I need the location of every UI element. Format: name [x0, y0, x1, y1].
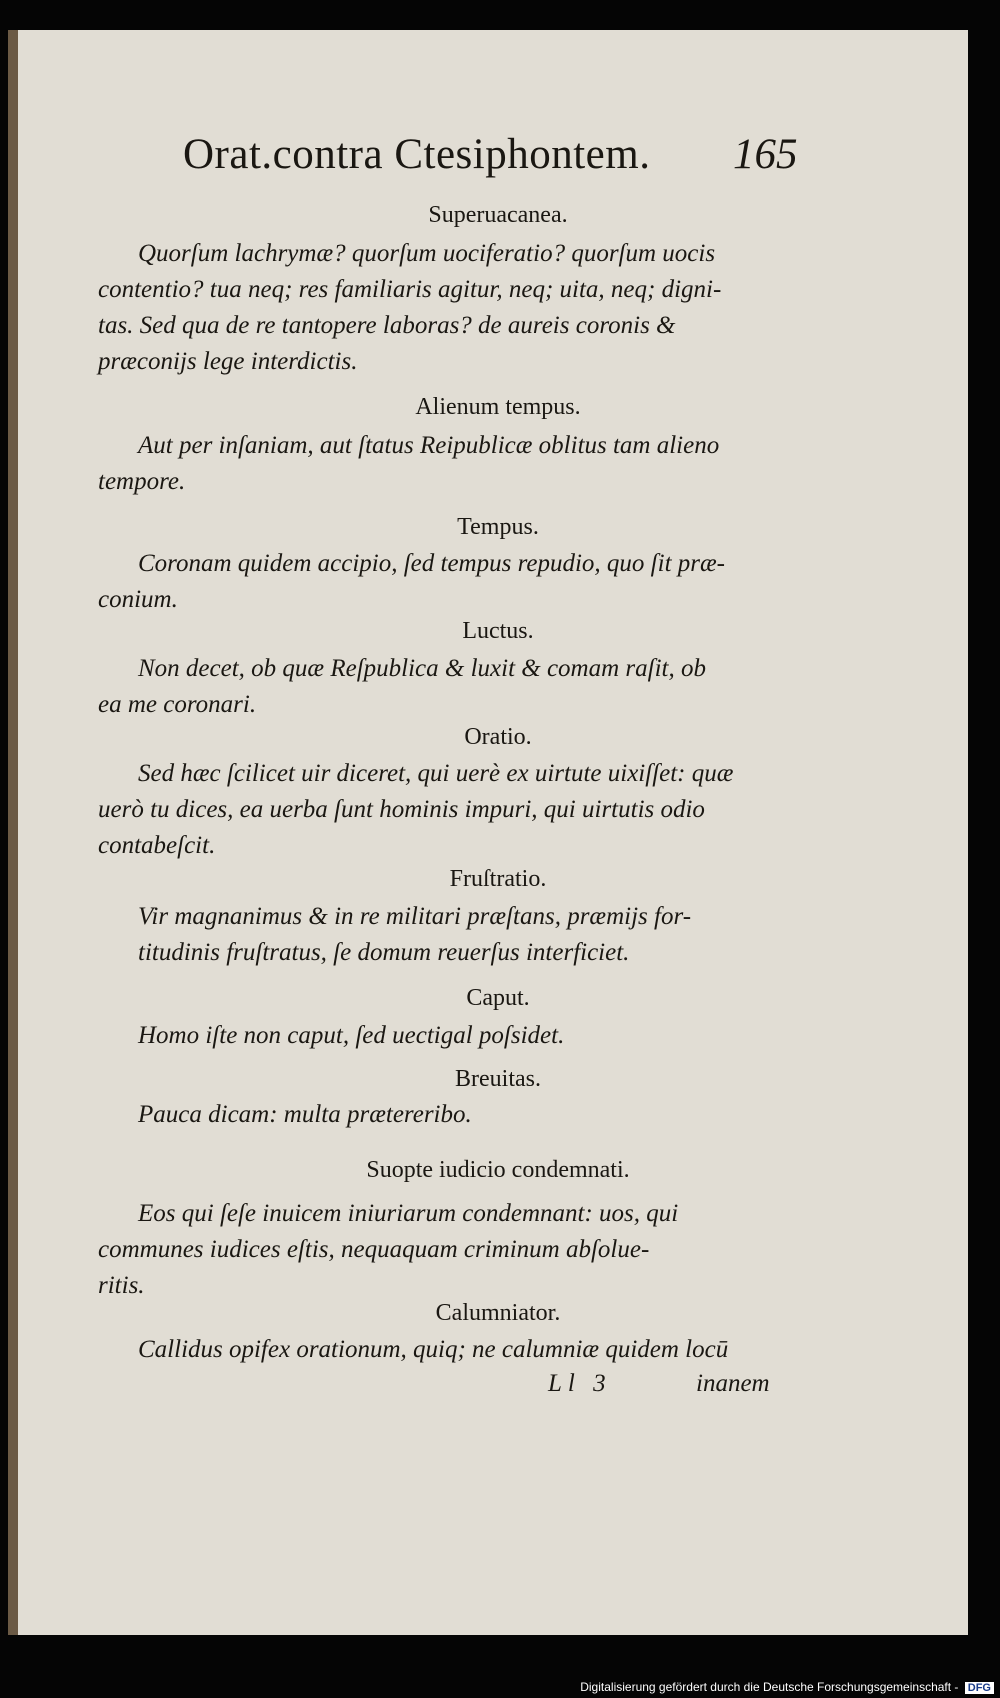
signature-mark: Ll 3 — [548, 1370, 612, 1397]
section-heading: Superuacanea. — [428, 202, 568, 228]
text-line: Quorſum lachrymæ? quorſum uociferatio? quorſum uocis — [138, 240, 716, 267]
text-line: Homo iſte non caput, ſed uectigal poſsidet. — [138, 1022, 565, 1049]
section-heading: Alienum tempus. — [415, 394, 581, 420]
text-line: titudinis fruſtratus, ſe domum reuerſus interficiet. — [138, 939, 630, 966]
book-page — [8, 30, 968, 1635]
text-line: uerò tu dices, ea uerba ſunt hominis impuri, qui uirtutis odio — [98, 796, 705, 823]
text-line: tas. Sed qua de re tantopere laboras? de aureis coronis & — [98, 312, 676, 339]
section-heading: Fruſtratio. — [449, 866, 547, 892]
text-line: contentio? tua neq; res familiaris agitur, neq; uita, neq; digni- — [98, 276, 722, 303]
text-line: Coronam quidem accipio, ſed tempus repudio, quo ſit præ- — [138, 550, 725, 577]
digitization-notice-text: Digitalisierung gefördert durch die Deutsche Forschungsgemeinschaft - — [580, 1680, 959, 1694]
text-line: conium. — [98, 586, 178, 613]
catchword: inanem — [696, 1370, 770, 1397]
text-line: præconijs lege interdictis. — [98, 348, 358, 375]
section-heading: Suopte iudicio condemnati. — [366, 1157, 630, 1183]
digitization-notice — [580, 1680, 994, 1694]
section-heading: Luctus. — [462, 618, 534, 644]
text-line: Eos qui ſeſe inuicem iniuriarum condemnant: uos, qui — [138, 1200, 679, 1227]
section-heading: Oratio. — [464, 724, 532, 750]
text-line: Callidus opifex orationum, quiq; ne calumniæ quidem locū — [138, 1336, 729, 1363]
text-line: contabeſcit. — [98, 832, 216, 859]
text-line: Sed hæc ſcilicet uir diceret, qui uerè ex uirtute uixiſſet: quæ — [138, 760, 734, 787]
section-heading: Breuitas. — [455, 1066, 541, 1092]
text-line: communes iudices eſtis, nequaquam criminum abſolue- — [98, 1236, 650, 1263]
text-line: Aut per inſaniam, aut ſtatus Reipublicæ oblitus tam alieno — [138, 432, 720, 459]
text-line: tempore. — [98, 468, 186, 495]
section-heading: Tempus. — [457, 514, 539, 540]
dfg-logo: DFG — [965, 1682, 994, 1694]
text-line: ea me coronari. — [98, 691, 257, 718]
text-line: Non decet, ob quæ Reſpublica & luxit & comam raſit, ob — [138, 655, 706, 682]
running-title: Orat.contra Ctesiphontem. — [183, 131, 651, 178]
text-line: Pauca dicam: multa prætereribo. — [138, 1101, 472, 1128]
text-line: ritis. — [98, 1272, 145, 1299]
text-line: Vir magnanimus & in re militari præſtans, præmijs for- — [138, 903, 692, 930]
section-heading: Calumniator. — [435, 1300, 561, 1326]
page-number: 165 — [733, 131, 798, 178]
section-heading: Caput. — [466, 985, 530, 1011]
